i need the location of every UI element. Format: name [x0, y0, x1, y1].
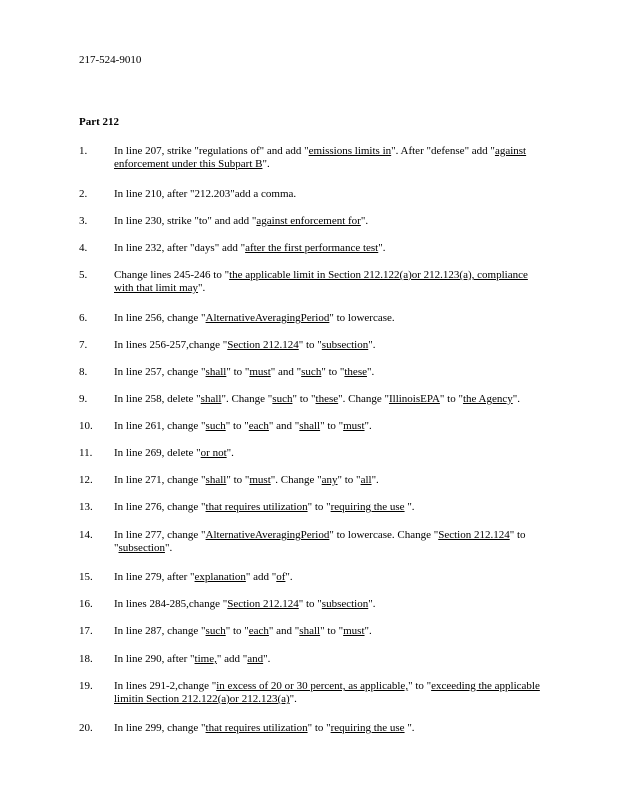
underlined-insertion: must: [343, 625, 365, 637]
underlined-insertion: such: [205, 625, 226, 637]
underlined-insertion: the applicable limit in Section 212.122(a)or 212.123(a), compliance with that limit may: [114, 269, 528, 294]
text-segment: In line 258, delete ": [114, 393, 201, 405]
text-segment: " to ": [307, 722, 331, 734]
underlined-insertion: and: [247, 653, 264, 665]
item-text: [114, 598, 549, 611]
text-segment: In line 256, change ": [114, 312, 206, 324]
text-segment: " to ": [307, 501, 331, 513]
underlined-insertion: in excess of 20 or 30 percent, as applicable,: [216, 680, 409, 692]
text-segment: " add ": [245, 571, 277, 583]
text-segment: ".: [226, 447, 234, 459]
item-text: [114, 680, 549, 706]
text-segment: " to ": [298, 339, 322, 351]
text-segment: In line 271, change ": [114, 474, 206, 486]
list-item: [79, 447, 549, 460]
underlined-insertion: these: [344, 366, 367, 378]
text-segment: In line 230, strike "to" and add ": [114, 215, 257, 227]
item-text: [114, 653, 549, 666]
text-segment: ".: [198, 282, 206, 294]
text-segment: ". Change ": [270, 474, 322, 486]
underlined-insertion: against enforcement for: [256, 215, 361, 227]
text-segment: ".: [368, 339, 376, 351]
item-number: 5.: [79, 269, 88, 281]
text-segment: ".: [285, 571, 293, 583]
underlined-insertion: Section 212.124: [227, 598, 299, 610]
item-number: 2.: [79, 188, 88, 200]
text-segment: In line 279, after ": [114, 571, 195, 583]
text-segment: ".: [371, 474, 379, 486]
list-item: [79, 188, 549, 201]
text-segment: " add ": [216, 653, 248, 665]
list-item: [79, 339, 549, 352]
list-item: [79, 529, 549, 555]
item-text: [114, 188, 549, 201]
list-item: [79, 420, 549, 433]
underlined-insertion: subsection: [321, 339, 369, 351]
underlined-insertion: after the first performance test: [245, 242, 379, 254]
list-item: [79, 501, 549, 514]
underlined-insertion: requiring the use: [330, 501, 405, 513]
item-number: 12.: [79, 474, 93, 486]
item-number: 7.: [79, 339, 88, 351]
text-segment: " to ": [225, 420, 249, 432]
underlined-insertion: exceeding the applicable limitin Section 212.122(a)or 212.123(a): [114, 680, 540, 705]
text-segment: " to ": [225, 625, 249, 637]
list-item: [79, 215, 549, 228]
text-segment: ".: [364, 420, 372, 432]
text-segment: " to ": [320, 420, 344, 432]
underlined-insertion: time,: [194, 653, 217, 665]
underlined-insertion: must: [249, 366, 271, 378]
underlined-insertion: shall: [299, 625, 321, 637]
text-segment: " to ": [320, 625, 344, 637]
list-item: [79, 145, 549, 171]
underlined-insertion: such: [272, 393, 293, 405]
text-segment: ".: [262, 158, 270, 170]
item-number: 9.: [79, 393, 88, 405]
list-item: [79, 598, 549, 611]
text-segment: In line 232, after "days" add ": [114, 242, 246, 254]
item-number: 11.: [79, 447, 93, 459]
text-segment: ".: [366, 366, 375, 378]
list-item: [79, 242, 549, 255]
underlined-insertion: shall: [205, 366, 227, 378]
text-segment: In line 269, delete ": [114, 447, 201, 459]
text-segment: ".: [378, 242, 386, 254]
underlined-insertion: all: [360, 474, 372, 486]
underlined-insertion: subsection: [118, 542, 165, 554]
text-segment: In lines 291-2,change ": [114, 680, 217, 692]
text-segment: ". Change ": [338, 393, 389, 405]
text-segment: " to ": [292, 393, 316, 405]
underlined-insertion: such: [205, 420, 226, 432]
text-segment: ". After "defense" add ": [391, 145, 495, 157]
text-segment: In line 261, change ": [114, 420, 206, 432]
item-text: [114, 529, 549, 555]
list-item: [79, 312, 549, 325]
underlined-insertion: shall: [299, 420, 321, 432]
text-segment: ".: [364, 625, 372, 637]
list-item: [79, 269, 549, 295]
underlined-insertion: each: [248, 420, 269, 432]
text-segment: " to ": [226, 366, 250, 378]
item-text: [114, 366, 549, 379]
underlined-insertion: requiring the use: [330, 722, 405, 734]
underlined-insertion: must: [249, 474, 271, 486]
item-number: 14.: [79, 529, 93, 541]
text-segment: " to lowercase.: [329, 312, 395, 324]
text-segment: " to ": [408, 680, 432, 692]
item-text: [114, 571, 549, 584]
text-segment: ".: [360, 215, 369, 227]
text-segment: In line 299, change ": [114, 722, 206, 734]
item-text: [114, 242, 549, 255]
underlined-insertion: any: [321, 474, 338, 486]
text-segment: " to lowercase. Change ": [329, 529, 439, 541]
item-number: 3.: [79, 215, 88, 227]
text-segment: ".: [289, 693, 297, 705]
underlined-insertion: explanation: [194, 571, 246, 583]
text-segment: ".: [368, 598, 376, 610]
text-segment: " to ": [439, 393, 463, 405]
list-item: [79, 366, 549, 379]
text-segment: " to ": [298, 598, 322, 610]
item-number: 18.: [79, 653, 93, 665]
item-number: 17.: [79, 625, 93, 637]
list-item: [79, 474, 549, 487]
text-segment: ".: [263, 653, 271, 665]
underlined-insertion: such: [301, 366, 322, 378]
item-number: 19.: [79, 680, 93, 692]
list-item: [79, 722, 549, 735]
item-text: [114, 474, 549, 487]
text-segment: In line 290, after ": [114, 653, 195, 665]
underlined-insertion: Section 212.124: [227, 339, 299, 351]
text-segment: Change lines 245-246 to ": [114, 269, 230, 281]
underlined-insertion: that requires utilization: [205, 501, 308, 513]
item-number: 6.: [79, 312, 88, 324]
list-item: [79, 625, 549, 638]
underlined-insertion: emissions limits in: [308, 145, 392, 157]
underlined-insertion: these: [315, 393, 339, 405]
item-number: 15.: [79, 571, 93, 583]
underlined-insertion: AlternativeAveragingPeriod: [205, 529, 330, 541]
item-text: [114, 722, 549, 735]
underlined-insertion: subsection: [321, 598, 369, 610]
text-segment: " to ": [226, 474, 250, 486]
item-text: [114, 339, 549, 352]
list-item: [79, 680, 549, 706]
text-segment: In line 207, strike "regulations of" and add ": [114, 145, 309, 157]
underlined-insertion: Section 212.124: [438, 529, 510, 541]
text-segment: " and ": [268, 625, 300, 637]
item-number: 4.: [79, 242, 88, 254]
list-item: [79, 393, 549, 406]
section-title: Part 212: [79, 116, 120, 128]
item-text: [114, 145, 549, 171]
text-segment: " to ": [337, 474, 361, 486]
item-text: [114, 420, 549, 433]
item-text: [114, 215, 549, 228]
underlined-insertion: AlternativeAveragingPeriod: [205, 312, 330, 324]
text-segment: " and ": [268, 420, 300, 432]
text-segment: ".: [404, 501, 415, 513]
underlined-insertion: of: [276, 571, 286, 583]
item-text: [114, 447, 549, 460]
item-number: 13.: [79, 501, 93, 513]
text-segment: ". Change ": [221, 393, 273, 405]
text-segment: " to ": [321, 366, 345, 378]
item-text: [114, 501, 549, 514]
list-item: [79, 571, 549, 584]
text-segment: In line 210, after "212.203"add a comma.: [114, 188, 297, 200]
header-phone-number: 217-524-9010: [79, 54, 142, 66]
underlined-insertion: each: [248, 625, 269, 637]
text-segment: In lines 284-285,change ": [114, 598, 228, 610]
item-number: 20.: [79, 722, 93, 734]
item-number: 10.: [79, 420, 93, 432]
item-text: [114, 312, 549, 325]
text-segment: ".: [404, 722, 415, 734]
item-number: 8.: [79, 366, 88, 378]
underlined-insertion: must: [343, 420, 365, 432]
text-segment: " and ": [270, 366, 302, 378]
text-segment: ".: [512, 393, 521, 405]
underlined-insertion: or not: [200, 447, 227, 459]
text-segment: " to ": [114, 529, 526, 554]
underlined-insertion: that requires utilization: [205, 722, 308, 734]
item-text: [114, 393, 549, 406]
text-segment: In line 277, change ": [114, 529, 206, 541]
list-item: [79, 653, 549, 666]
underlined-insertion: shall: [205, 474, 227, 486]
item-number: 1.: [79, 145, 88, 157]
text-segment: ".: [164, 542, 173, 554]
item-text: [114, 625, 549, 638]
underlined-insertion: against enforcement under this Subpart B: [114, 145, 527, 170]
item-text: [114, 269, 549, 295]
underlined-insertion: shall: [200, 393, 222, 405]
underlined-insertion: IllinoisEPA: [388, 393, 440, 405]
text-segment: In line 276, change ": [114, 501, 206, 513]
text-segment: In lines 256-257,change ": [114, 339, 228, 351]
item-number: 16.: [79, 598, 93, 610]
text-segment: In line 287, change ": [114, 625, 206, 637]
text-segment: In line 257, change ": [114, 366, 206, 378]
underlined-insertion: the Agency: [462, 393, 513, 405]
